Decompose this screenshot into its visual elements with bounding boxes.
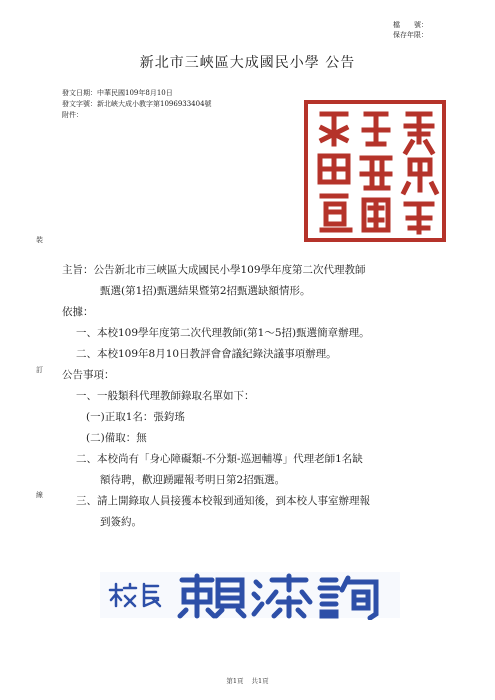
notice-item-2-line-2: 額待聘，歡迎踴躍報考明日第2招甄選。: [100, 474, 286, 486]
document-number: 發文字號：新北峽大成小教字第1096933404號: [62, 100, 212, 108]
notice-item-1-sub-2: (二)備取：無: [86, 432, 147, 444]
binding-mark-2: 訂: [36, 366, 43, 374]
notice-item-3-line-1: 三、請上開錄取人員接獲本校報到通知後，到本校人事室辦理報: [76, 495, 370, 507]
attachments: 附件：: [62, 111, 83, 119]
subject-line-1: [62, 260, 462, 281]
basis-item-1: 一、本校109學年度第二次代理教師(第1～5招)甄選簡章辦理。: [76, 327, 370, 339]
notice-item-3-line-2: 到簽約。: [100, 516, 142, 528]
page-total: 共1頁: [251, 677, 269, 685]
file-info: [393, 20, 463, 40]
page-footer: [0, 676, 495, 685]
basis-item-2: 二、本校109年8月10日教評會會議紀錄決議事項辦理。: [76, 348, 337, 360]
principal-signature-stamp: [100, 570, 400, 620]
basis-label: 依據：: [62, 306, 94, 318]
file-number-label: 檔 號：: [393, 21, 428, 29]
binding-mark-3: 線: [36, 491, 43, 499]
document-body: [62, 260, 462, 533]
notice-item-2-line-1: 二、本校尚有「身心障礙類-不分類-巡迴輔導」代理老師1名缺: [76, 453, 363, 465]
subject-text-1: 公告新北市三峽區大成國民小學109學年度第二次代理教師: [93, 264, 366, 276]
notice-item-1: 一、一般類科代理教師錄取名單如下：: [76, 390, 255, 402]
notice-label: 公告事項：: [62, 369, 115, 381]
official-seal: [300, 96, 450, 246]
notice-item-1-sub-1: (一)正取1名：張鈞瑤: [86, 411, 185, 423]
document-meta: [62, 88, 212, 121]
retention-period-label: 保存年限：: [393, 31, 428, 39]
subject-label: 主旨：: [62, 264, 94, 276]
page-number: 第1頁: [226, 677, 244, 685]
binding-mark-1: 裝: [36, 236, 43, 244]
document-title: 新北市三峽區大成國民小學 公告: [139, 55, 356, 71]
issue-date: 發文日期：中華民國109年8月10日: [62, 89, 173, 97]
subject-line-2: 甄選(第1招)甄選結果暨第2招甄選缺額情形。: [100, 285, 311, 297]
